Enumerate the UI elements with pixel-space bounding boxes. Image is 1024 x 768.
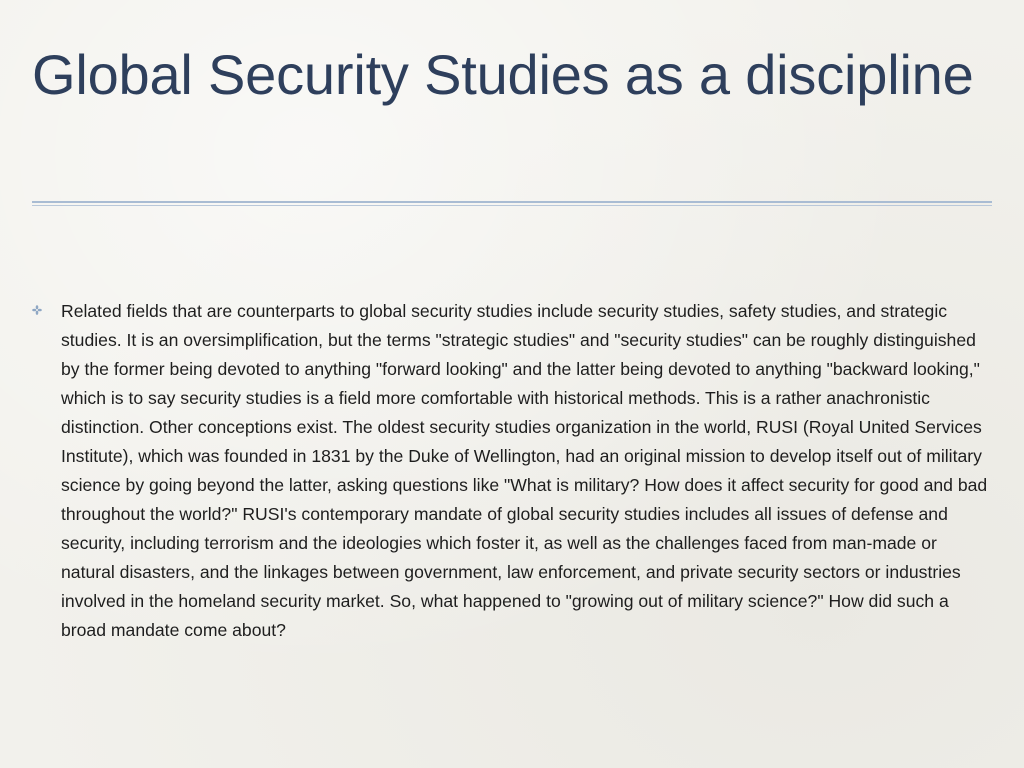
slide-title: Global Security Studies as a discipline	[32, 43, 974, 106]
bullet-list	[32, 297, 992, 645]
title-divider-line-secondary	[32, 205, 992, 206]
title-divider-line	[32, 201, 992, 203]
bullet-text: Related fields that are counterparts to global security studies include security studies, safety studies, and strategic studies. It is an oversimplification, but the terms "strategic studies" and "security studies" can be roughly distinguished by the former being devoted to anything "forward looking" and the latter being devoted to anything "backward looking," which is to say security studies is a field more comfortable with historical methods. This is a rather anachronistic distinction. Other conceptions exist. The oldest security studies organization in the world, RUSI (Royal United Services Institute), which was founded in 1831 by the Duke of Wellington, had an original mission to develop itself out of military science by going beyond the latter, asking questions like "What is military? How does it affect security for good and bad throughout the world?" RUSI's contemporary mandate of global security studies includes all issues of defense and security, including terrorism and the ideologies which foster it, as well as the challenges faced from man-made or natural disasters, and the linkages between government, law enforcement, and private security sectors or industries involved in the homeland security market. So, what happened to "growing out of military science?" How did such a broad mandate come about?	[61, 301, 988, 640]
fleur-bullet-icon	[32, 302, 42, 312]
bullet-item	[32, 297, 992, 645]
